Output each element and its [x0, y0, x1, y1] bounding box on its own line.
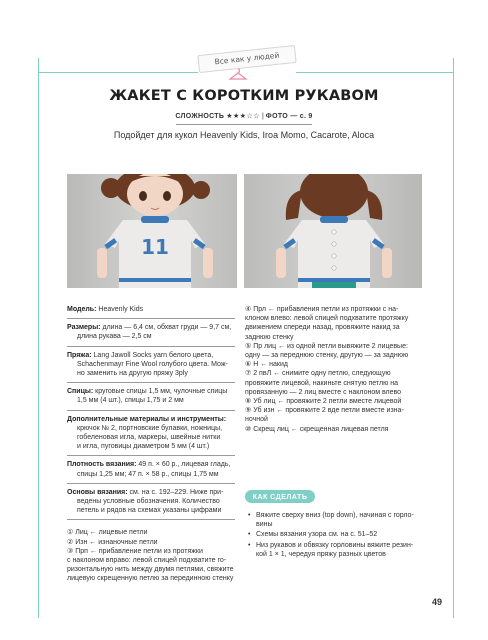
spec-sizes: Размеры: длина — 6,4 см, обхват груди — 9,7 см, длина рукава — 2,5 см [67, 324, 232, 341]
legend-item: ночной [245, 416, 268, 424]
legend-item: ⑥ Н ← накид [245, 361, 288, 369]
subtitle: Подойдет для кукол Heavenly Kids, Iroa Momo, Cacarote, Aloca [113, 130, 375, 140]
legend-item: ⑨ Уб изн ← провяжите 2 вде петли вместе изна- [245, 407, 404, 415]
legend-item: ④ Прл ← прибавления петли из протяжки с на- [245, 306, 399, 313]
legend-item: ⑦ 2 пвЛ ← снимите одну петлю, следующую [245, 370, 391, 378]
divider [67, 455, 235, 456]
legend-item: ⑧ Уб лиц ← провяжите 2 петли вместе лицевой [245, 398, 402, 406]
legend-item: ③ Прп ← прибавление петли из протяжки [67, 547, 203, 555]
divider [67, 346, 235, 347]
howto-item: • Схемы вязания узора см. на с. 51–52 [248, 530, 420, 539]
legend-item: движением спереди назад, провяжите накид за [245, 324, 400, 332]
howto-item: • Низ рукавов и обвязку горловины вяжите резин- кой 1 × 1, чередуя пряжу разных цветов [248, 541, 420, 559]
divider [67, 382, 235, 383]
hanger-icon [228, 67, 248, 81]
photo-doll-front [67, 174, 237, 288]
legend-list-right [245, 305, 420, 434]
legend-item: ⑩ Скрещ лиц ← скрещенная лицевая петля [245, 425, 389, 433]
page-title: ЖАКЕТ С КОРОТКИМ РУКАВОМ [109, 88, 379, 104]
legend-item: ⑤ Пр лиц ← из одной петли вывяжите 2 лицевые: [245, 342, 408, 350]
frame-top-left [38, 72, 198, 73]
divider [67, 483, 235, 484]
spec-model: Модель: Heavenly Kids [67, 306, 144, 313]
title-underline [176, 124, 312, 125]
spec-basics: Основы вязания: см. на с. 192–229. Ниже при- ведены условные обозначения. Количество петель и рядов на схемах указаны цифрами [67, 488, 224, 515]
legend-item: с наклоном вправо: левой спицей подхватите го- [67, 557, 227, 565]
divider [67, 519, 235, 520]
spec-yarn: Пряжа: Lang Jawoll Socks yarn белого цвета, Schachenmayr Fine Wool голубого цвета. Мож- но заменить на другую пряжу 3ply [67, 351, 228, 378]
legend-list-left [67, 528, 235, 583]
legend-item: ризонтальную нить между двумя петлями, свяжите [67, 566, 234, 574]
divider [67, 318, 235, 319]
difficulty-line [0, 112, 488, 120]
separator: | [262, 113, 266, 120]
difficulty-stars: ★★★☆☆ [226, 113, 261, 120]
howto-item: • Вяжите сверху вниз (top down), начиная с горло- вины [248, 511, 420, 529]
legend-item: клоном влево: левой спицей подхватите протяжку [245, 315, 409, 323]
section-tag: Все как у людей [197, 45, 296, 73]
legend-item: лицевую скрещенную петлю за перединною стенку [67, 575, 234, 583]
legend-item: заднюю стенку [245, 333, 294, 341]
photo-doll-back [244, 174, 422, 288]
legend-item: провязанную — 2 лиц вместе с наклоном влево [245, 388, 402, 396]
page-number: 49 [432, 597, 443, 607]
jersey-number: 11 [141, 235, 169, 259]
spec-gauge: Плотность вязания: 49 п. × 60 р., лицевая гладь, спицы 1,25 мм; 47 п. × 58 р., спицы 1,75 мм [67, 461, 231, 478]
specs-column [67, 305, 235, 584]
howto-badge: КАК СДЕЛАТЬ [245, 490, 315, 503]
spec-extras: Дополнительные материалы и инструменты: крючок № 2, портновские булавки, ножницы, гобеленовая игла, маркеры, швейные нитки и игла, пуговицы диаметром 5 мм (4 шт.) [67, 415, 227, 451]
spec-needles: Спицы: круговые спицы 1,5 мм, чулочные спицы 1,5 мм (4 шт.), спицы 1,75 и 2 мм [67, 388, 228, 405]
frame-top-right [296, 72, 454, 73]
divider [67, 410, 235, 411]
howto-list [248, 511, 420, 560]
legend-item: одну — за переднюю стенку, другую — за заднюю [245, 352, 409, 360]
difficulty-label: СЛОЖНОСТЬ [175, 113, 225, 120]
photo-reference: ФОТО — с. 9 [265, 113, 313, 120]
legend-item: ① Лиц ← лицевые петли [67, 529, 148, 537]
legend-item: ② Изн ← изнаночные петли [67, 538, 158, 546]
legend-item: провяжите лицевой, накиньте снятую петлю на [245, 379, 399, 387]
